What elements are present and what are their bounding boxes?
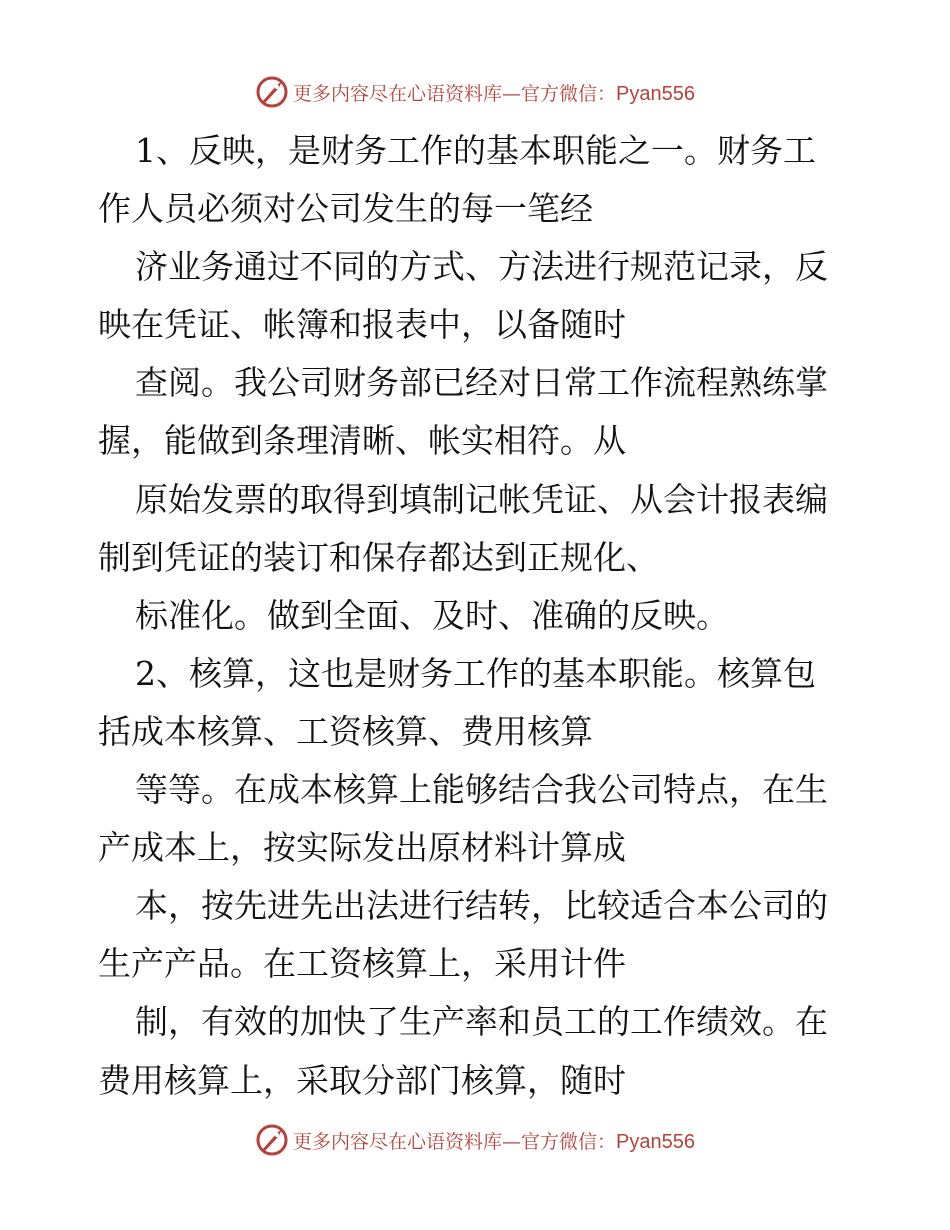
body-line: 标准化。做到全面、及时、准确的反映。 bbox=[135, 595, 729, 635]
header-banner bbox=[0, 72, 950, 112]
body-line: 括成本核算、工资核算、费用核算 bbox=[98, 711, 593, 751]
body-line: 等等。在成本核算上能够结合我公司特点，在生 bbox=[135, 770, 828, 810]
quill-circle-logo-icon bbox=[255, 1123, 289, 1157]
body-line: 产成本上，按实际发出原材料计算成 bbox=[98, 828, 626, 868]
body-line: 生产产品。在工资核算上，采用计件 bbox=[98, 944, 626, 984]
header-banner-text: 更多内容尽在心语资料库—官方微信：Pyan556 bbox=[293, 82, 695, 105]
quill-circle-logo-icon bbox=[255, 75, 289, 109]
footer-banner-text: 更多内容尽在心语资料库—官方微信：Pyan556 bbox=[293, 1130, 695, 1153]
body-line: 本，按先进先出法进行结转，比较适合本公司的 bbox=[135, 886, 828, 926]
body-line: 原始发票的取得到填制记帐凭证、从会计报表编 bbox=[135, 479, 828, 519]
body-line: 2、核算，这也是财务工作的基本职能。核算包 bbox=[135, 653, 816, 693]
body-line: 查阅。我公司财务部已经对日常工作流程熟练掌 bbox=[135, 363, 828, 403]
footer-banner bbox=[0, 1120, 950, 1160]
document-body bbox=[98, 122, 854, 1110]
body-line: 映在凭证、帐簿和报表中，以备随时 bbox=[98, 305, 626, 345]
wechat-id: Pyan556 bbox=[616, 82, 695, 105]
body-line: 1、反映，是财务工作的基本职能之一。财务工 bbox=[135, 131, 816, 170]
body-line: 握，能做到条理清晰、帐实相符。从 bbox=[98, 421, 626, 461]
body-line: 作人员必须对公司发生的每一笔经 bbox=[98, 189, 593, 229]
body-line: 制到凭证的装订和保存都达到正规化、 bbox=[98, 537, 659, 577]
body-line: 费用核算上，采取分部门核算，随时 bbox=[98, 1060, 626, 1100]
wechat-id: Pyan556 bbox=[616, 1130, 695, 1153]
body-line: 制，有效的加快了生产率和员工的工作绩效。在 bbox=[135, 1002, 828, 1042]
body-line: 济业务通过不同的方式、方法进行规范记录，反 bbox=[135, 247, 828, 287]
